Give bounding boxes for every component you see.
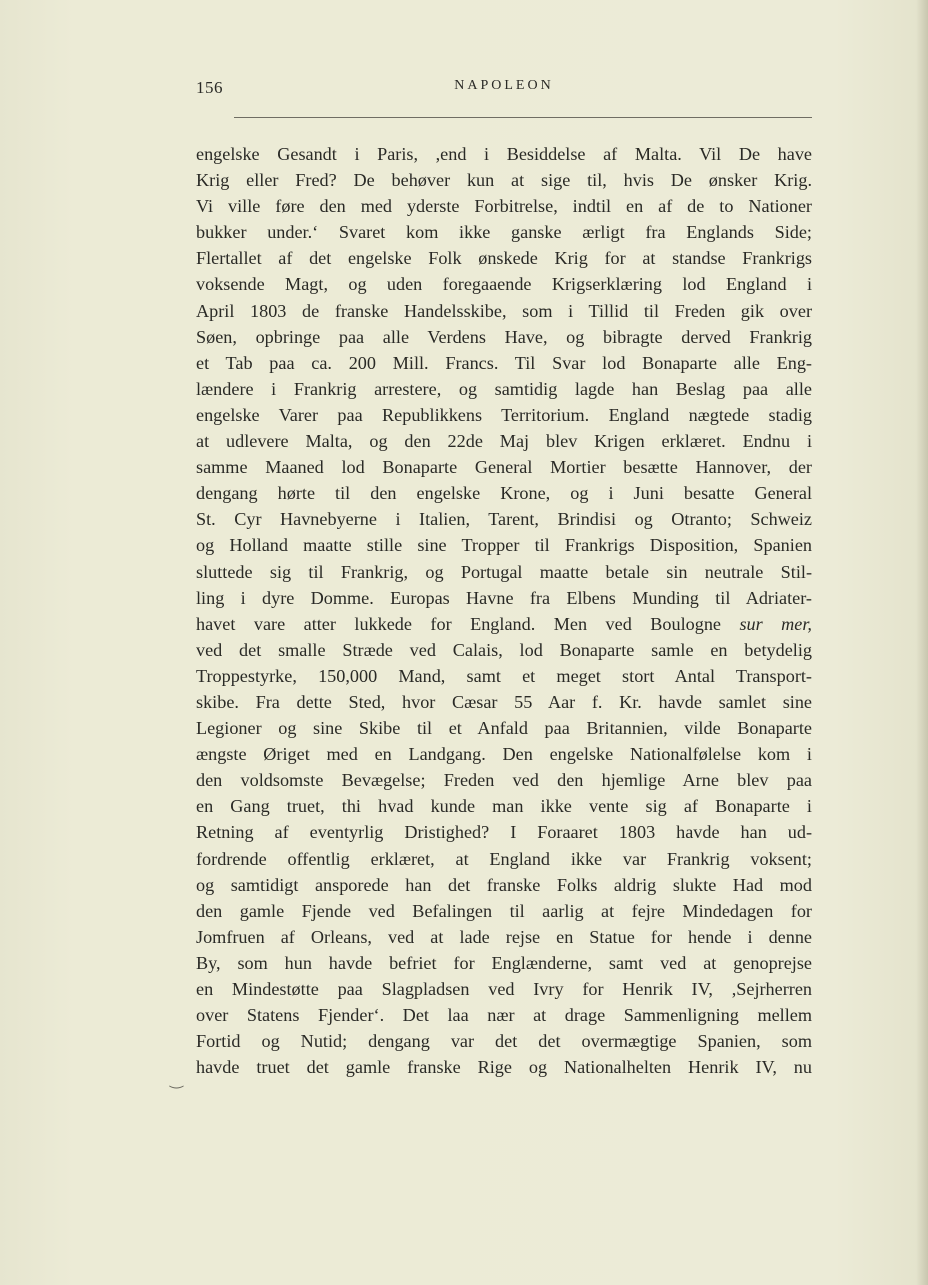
text-line: havde truet det gamle franske Rige og Nationalhelten Henrik IV, nu (196, 1057, 812, 1078)
text-line: at udlevere Malta, og den 22de Maj blev Krigen erklæret. Endnu i (196, 431, 812, 452)
text-line: By, som hun havde befriet for Englænderne, samt ved at genoprejse (196, 952, 812, 973)
text-line: lændere i Frankrig arrestere, og samtidig lagde han Beslag paa alle (196, 378, 812, 399)
page-edge-shadow (916, 0, 928, 1285)
text-line: fordrende offentlig erklæret, at England ikke var Frankrig voksent; (196, 848, 812, 869)
text-line: et Tab paa ca. 200 Mill. Francs. Til Svar lod Bonaparte alle Eng- (196, 352, 812, 373)
text-line: og Holland maatte stille sine Tropper til Frankrigs Disposition, Spanien (196, 535, 812, 556)
text-line: den voldsomste Bevægelse; Freden ved den hjemlige Arne blev paa (196, 770, 812, 791)
text-line: ved det smalle Stræde ved Calais, lod Bonaparte samle en betydelig (196, 639, 812, 660)
italic-phrase: sur mer, (739, 613, 812, 634)
body-text (196, 141, 812, 1080)
text-line: Vi ville føre den med yderste Forbitrelse, indtil en af de to Nationer (196, 196, 812, 217)
header-rule (234, 117, 812, 118)
text-line: Krig eller Fred? De behøver kun at sige til, hvis De ønsker Krig. (196, 170, 812, 191)
text-line: dengang hørte til den engelske Krone, og i Juni besatte General (196, 483, 812, 504)
text-line: St. Cyr Havnebyerne i Italien, Tarent, Brindisi og Otranto; Schweiz (196, 509, 812, 530)
text-line: Flertallet af det engelske Folk ønskede Krig for at standse Frankrigs (196, 248, 812, 269)
page-header (196, 78, 812, 102)
text-line: engelske Varer paa Republikkens Territorium. England nægtede stadig (196, 404, 812, 425)
text-line: skibe. Fra dette Sted, hvor Cæsar 55 Aar f. Kr. havde samlet sine (196, 691, 812, 712)
text-line: Retning af eventyrlig Dristighed? I Foraaret 1803 havde han ud- (196, 822, 812, 843)
text-line: ængste Øriget med en Landgang. Den engelske Nationalfølelse kom i (196, 744, 812, 765)
text-line: voksende Magt, og uden foregaaende Krigserklæring lod England i (196, 274, 812, 295)
text-line: Troppestyrke, 150,000 Mand, samt et meget stort Antal Transport- (196, 665, 812, 686)
text-line: Legioner og sine Skibe til et Anfald paa Britannien, vilde Bonaparte (196, 718, 812, 739)
text-line-with-italic (196, 611, 812, 637)
text-line: samme Maaned lod Bonaparte General Mortier besætte Hannover, der (196, 457, 812, 478)
text-segment: havet vare atter lukkede for England. Men ved Boulogne (196, 613, 740, 634)
margin-mark: ‿ (170, 1072, 183, 1089)
text-line: Søen, opbringe paa alle Verdens Have, og bibragte derved Frankrig (196, 326, 812, 347)
text-line: en Gang truet, thi hvad kunde man ikke vente sig af Bonaparte i (196, 796, 812, 817)
text-line: Jomfruen af Orleans, ved at lade rejse en Statue for hende i denne (196, 926, 812, 947)
text-line: Fortid og Nutid; dengang var det det overmægtige Spanien, som (196, 1031, 812, 1052)
text-line: April 1803 de franske Handelsskibe, som i Tillid til Freden gik over (196, 300, 812, 321)
text-line: sluttede sig til Frankrig, og Portugal maatte betale sin neutrale Stil- (196, 561, 812, 582)
text-line: engelske Gesandt i Paris, ,end i Besiddelse af Malta. Vil De have (196, 144, 812, 164)
text-line: den gamle Fjende ved Befalingen til aarlig at fejre Mindedagen for (196, 900, 812, 921)
text-line: over Statens Fjender‘. Det laa nær at drage Sammenligning mellem (196, 1005, 812, 1026)
text-line: bukker under.‘ Svaret kom ikke ganske ærligt fra Englands Side; (196, 222, 812, 243)
text-line: en Mindestøtte paa Slagpladsen ved Ivry for Henrik IV, ,Sejrherren (196, 979, 812, 999)
running-head: NAPOLEON (454, 78, 554, 93)
text-line: ling i dyre Domme. Europas Havne fra Elbens Munding til Adriater- (196, 587, 812, 608)
page-number: 156 (196, 78, 223, 97)
text-line: og samtidigt ansporede han det franske Folks aldrig slukte Had mod (196, 874, 812, 895)
